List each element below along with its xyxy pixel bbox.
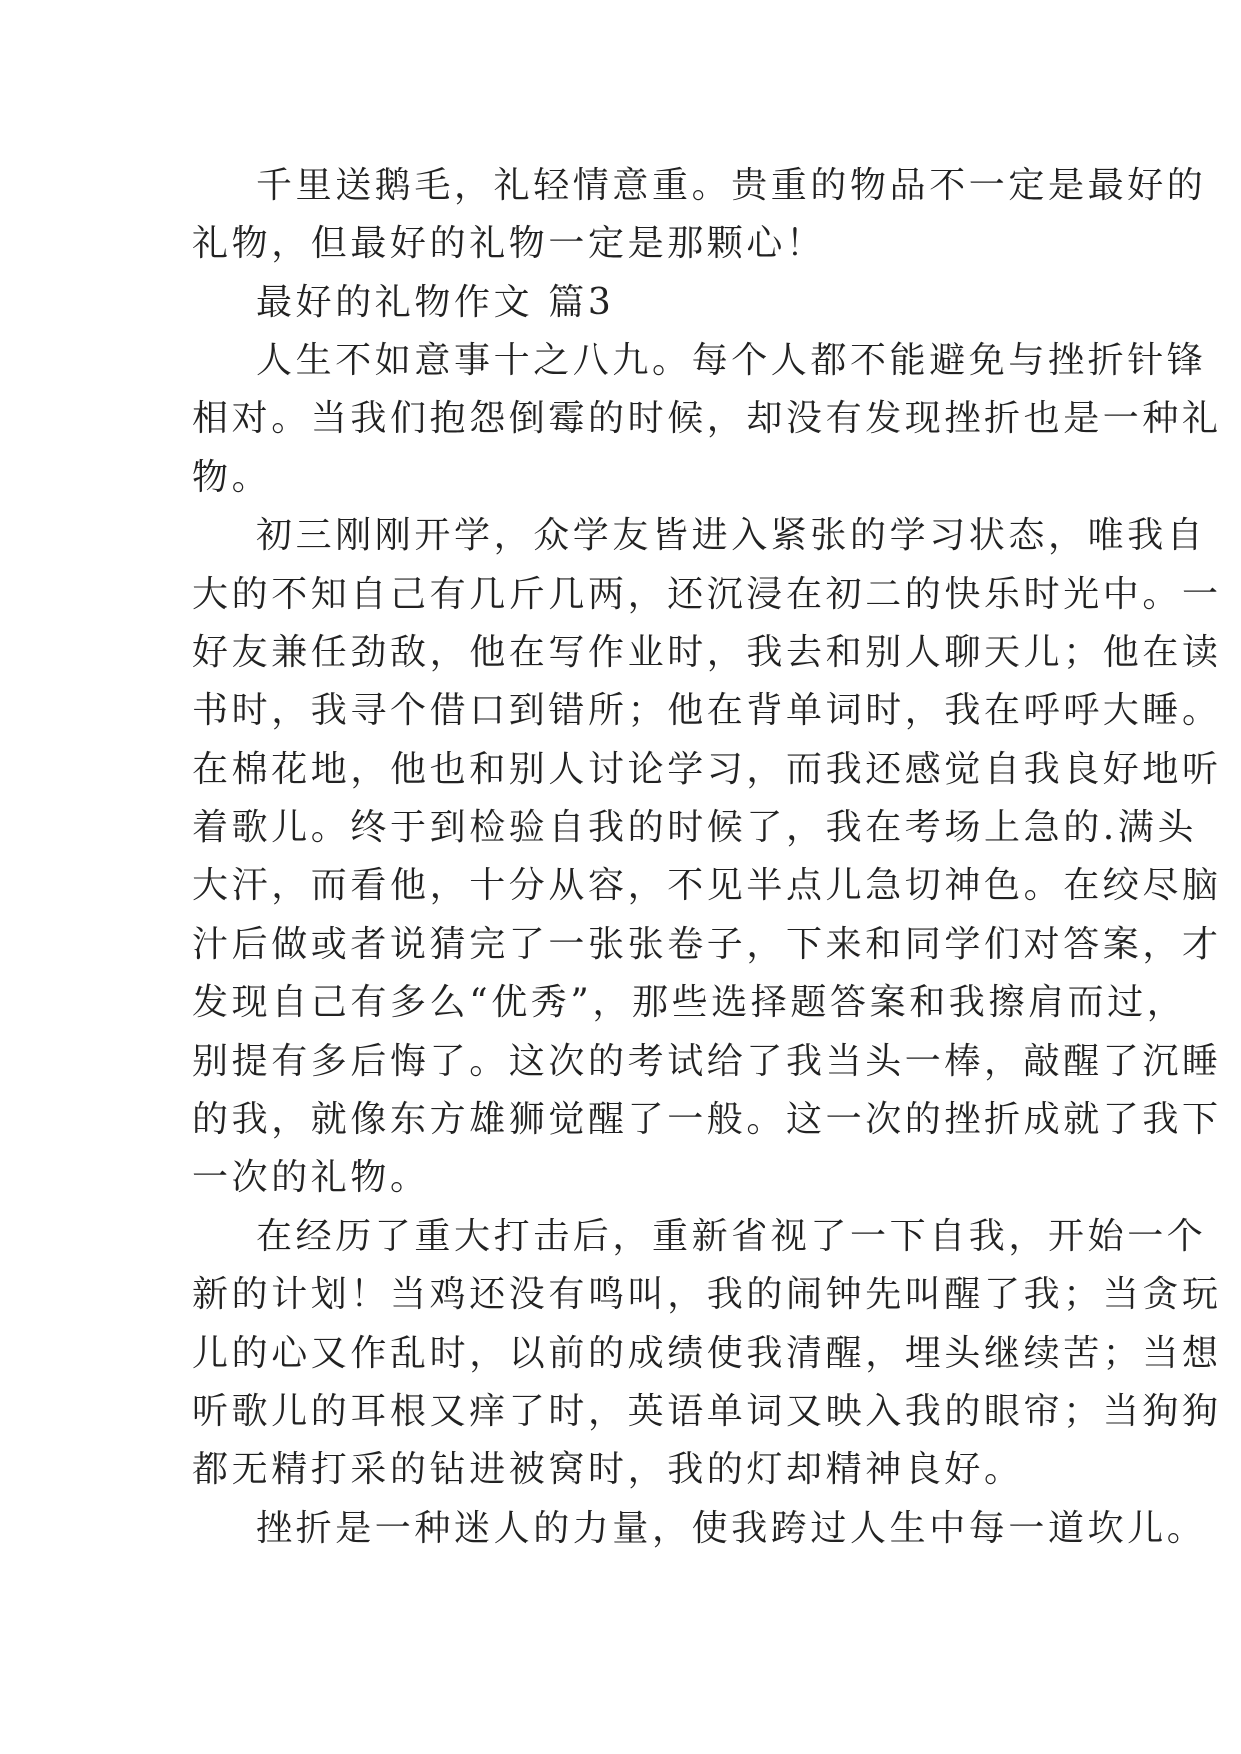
text-line: 着歌儿。终于到检验自我的时候了，我在考场上急的.满头	[192, 807, 1198, 848]
text-line: 大汗，而看他，十分从容，不见半点儿急切神色。在绞尽脑	[192, 865, 1222, 906]
text-line: 儿的心又作乱时，以前的成绩使我清醒，埋头继续苦；当想	[192, 1333, 1222, 1374]
text-line: 的我，就像东方雄狮觉醒了一般。这一次的挫折成就了我下	[192, 1099, 1222, 1140]
text-line: 物。	[192, 457, 272, 498]
text-line: 礼物，但最好的礼物一定是那颗心！	[192, 223, 826, 264]
text-line: 人生不如意事十之八九。每个人都不能避免与挫折针锋	[256, 340, 1207, 381]
text-line: 挫折是一种迷人的力量，使我跨过人生中每一道坎儿。	[256, 1508, 1207, 1549]
text-line: 汁后做或者说猜完了一张张卷子，下来和同学们对答案，才	[192, 924, 1222, 965]
text-line: 都无精打采的钻进被窝时，我的灯却精神良好。	[192, 1449, 1024, 1490]
text-line: 新的计划！当鸡还没有鸣叫，我的闹钟先叫醒了我；当贪玩	[192, 1274, 1222, 1315]
text-line: 初三刚刚开学，众学友皆进入紧张的学习状态，唯我自	[256, 515, 1207, 556]
text-line: 别提有多后悔了。这次的考试给了我当头一棒，敲醒了沉睡	[192, 1041, 1222, 1082]
text-line: 发现自己有多么“优秀”，那些选择题答案和我擦肩而过，	[192, 982, 1187, 1023]
text-line: 相对。当我们抱怨倒霉的时候，却没有发现挫折也是一种礼	[192, 398, 1222, 439]
text-line: 一次的礼物。	[192, 1157, 430, 1198]
text-line: 听歌儿的耳根又痒了时，英语单词又映入我的眼帘；当狗狗	[192, 1391, 1222, 1432]
text-line: 千里送鹅毛，礼轻情意重。贵重的物品不一定是最好的	[256, 165, 1207, 206]
text-line: 好友兼任劲敌，他在写作业时，我去和别人聊天儿；他在读	[192, 632, 1222, 673]
text-line: 大的不知自己有几斤几两，还沉浸在初二的快乐时光中。一	[192, 574, 1222, 615]
text-line: 在棉花地，他也和别人讨论学习，而我还感觉自我良好地听	[192, 749, 1222, 790]
text-line: 在经历了重大打击后，重新省视了一下自我，开始一个	[256, 1216, 1207, 1257]
section-heading: 最好的礼物作文 篇3	[256, 282, 615, 323]
text-line: 书时，我寻个借口到错所；他在背单词时，我在呼呼大睡。	[192, 690, 1222, 731]
